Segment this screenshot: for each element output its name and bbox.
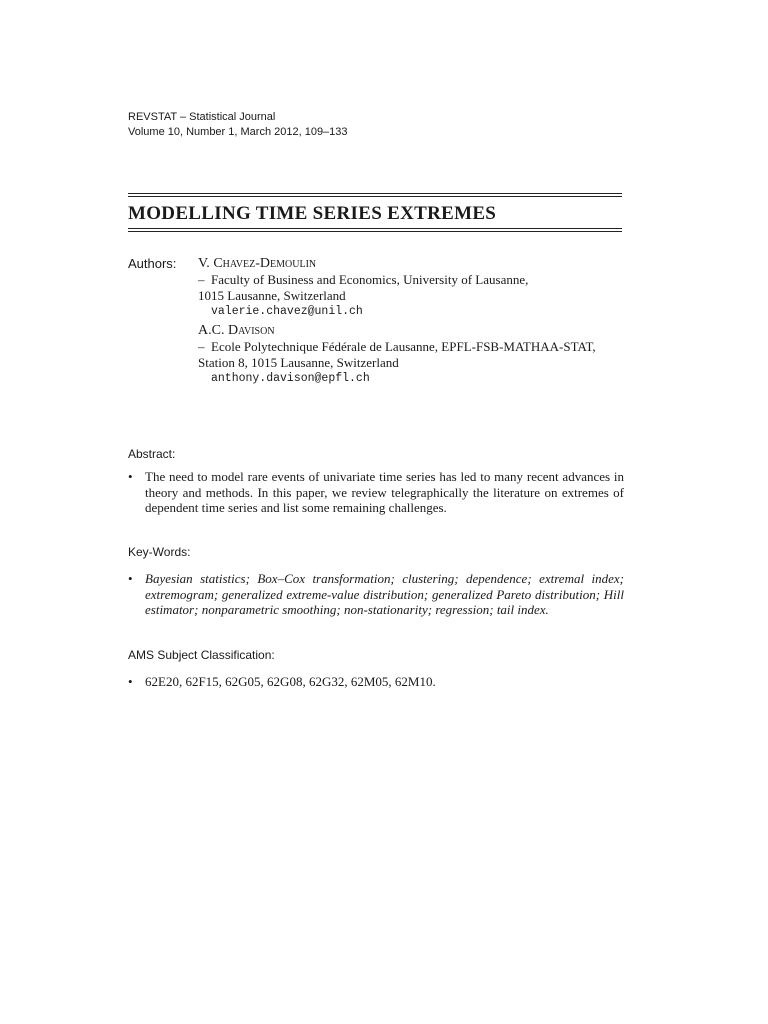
- author-initials: V.: [198, 256, 214, 271]
- top-rule-2: [128, 196, 622, 197]
- abstract-item: [128, 469, 624, 516]
- keywords-item: [128, 571, 624, 618]
- author-email[interactable]: anthony.davison@epfl.ch: [211, 372, 370, 385]
- bottom-rule-1: [128, 228, 622, 229]
- journal-name: REVSTAT – Statistical Journal: [128, 111, 276, 123]
- ams-text: 62E20, 62F15, 62G05, 62G08, 62G32, 62M05, 62M10.: [145, 674, 436, 689]
- affiliation-line-1: Faculty of Business and Economics, University of Lausanne,: [211, 272, 529, 287]
- journal-volume: Volume 10, Number 1, March 2012, 109–133: [128, 126, 348, 138]
- keywords-text: Bayesian statistics; Box–Cox transformation; clustering; dependence; extremal index; extremogram; generalized extreme-value distribution; generalized Pareto distribution; Hill estimator; nonparametric smoothing; non-stationarity; regression; tail index.: [145, 571, 624, 617]
- bottom-rule-2: [128, 231, 622, 232]
- keywords-label: Key-Words:: [128, 545, 191, 559]
- authors-label: Authors:: [128, 256, 177, 271]
- affiliation-line-2: Station 8, 1015 Lausanne, Switzerland: [198, 355, 399, 370]
- bullet-icon: •: [128, 469, 133, 484]
- author-initials: A.C.: [198, 323, 228, 338]
- ams-item: [128, 674, 624, 690]
- author-surname: Chavez-Demoulin: [213, 256, 317, 271]
- top-rule-1: [128, 193, 622, 194]
- author-affiliation: [198, 272, 638, 288]
- ams-label: AMS Subject Classification:: [128, 648, 275, 662]
- paper-title: MODELLING TIME SERIES EXTREMES: [128, 203, 497, 224]
- abstract-text: The need to model rare events of univariate time series has led to many recent advances in theory and methods. In this paper, we review telegraphically the literature on extremes of dependent time series and list some remaining challenges.: [145, 469, 624, 515]
- author-surname: Davison: [227, 323, 275, 338]
- dash-mark: –: [198, 339, 205, 354]
- author-affiliation: [198, 339, 638, 355]
- dash-mark: –: [198, 272, 205, 287]
- author-block-2: [198, 322, 638, 387]
- author-block-1: [198, 255, 638, 320]
- abstract-label: Abstract:: [128, 447, 176, 461]
- author-name: [198, 322, 638, 339]
- journal-header: [128, 110, 348, 140]
- author-name: [198, 255, 638, 272]
- bullet-icon: •: [128, 571, 133, 586]
- affiliation-line-2: 1015 Lausanne, Switzerland: [198, 288, 346, 303]
- author-email[interactable]: valerie.chavez@unil.ch: [211, 305, 363, 318]
- bullet-icon: •: [128, 674, 133, 689]
- affiliation-line-1: Ecole Polytechnique Fédérale de Lausanne, EPFL-FSB-MATHAA-STAT,: [211, 339, 596, 354]
